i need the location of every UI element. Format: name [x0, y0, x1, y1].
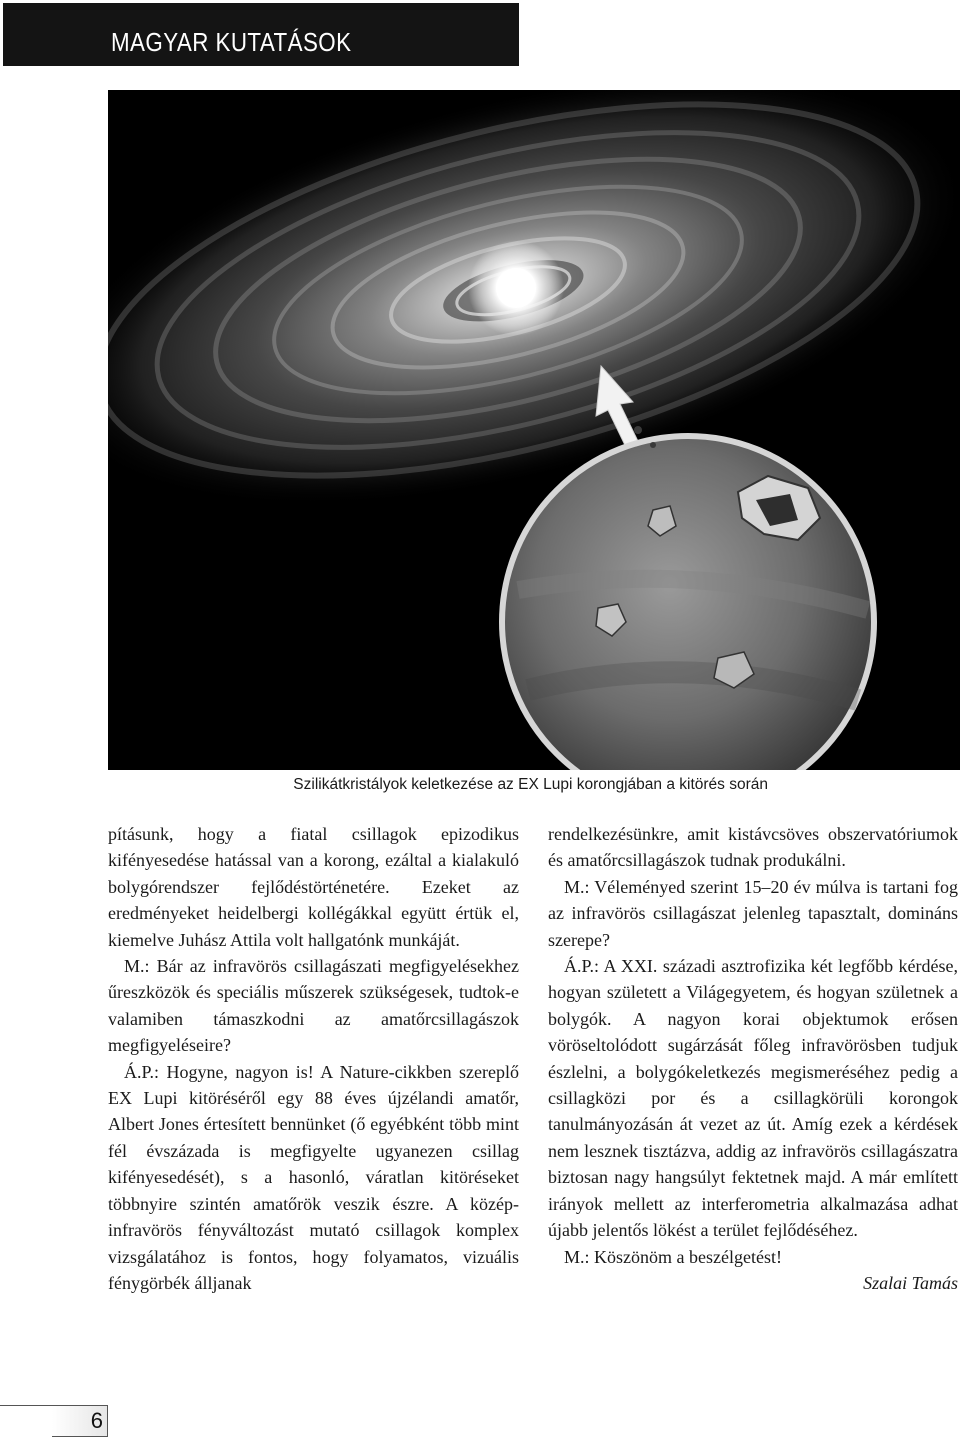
paragraph: M.: Bár az infravörös csillagászati megfigyelésekhez űreszközök és speciális műszerek szükségesek, tudtok-e valamiben támaszkodni az amatőrcsillagászok megfigyeléseire? [108, 956, 519, 1056]
page-number-box [52, 1405, 108, 1437]
section-header [3, 3, 519, 66]
left-text-column [108, 821, 519, 1296]
protoplanetary-disk-image [108, 90, 960, 770]
figure-caption: Szilikátkristályok keletkezése az EX Lupi korongjában a kitörés során [293, 776, 768, 793]
author-signature: Szalai Tamás [863, 1272, 958, 1293]
footer-rule [0, 1405, 52, 1406]
disk-illustration [108, 90, 960, 770]
paragraph: M.: Véleményed szerint 15–20 év múlva is tartani fog az infravörös csillagászat jelenleg tapasztalt, domináns szerepe? [548, 876, 958, 950]
paragraph: Á.P.: Hogyne, nagyon is! A Nature-cikkben szereplő EX Lupi kitöréséről egy 88 éves újzélandi amatőr, Albert Jones értesített bennünket (ő egyébként több mint fél évszázada is megfigyelte ugyanezen csillag kifényesedését), s a hasonló, váratlan kitöréseket többnyire szintén amatőrök veszik észre. A közép-infravörös fényváltozást mutató csillagok komplex vizsgálatához is fontos, hogy folyamatos, vizuális fénygörbék álljanak [108, 1061, 519, 1293]
right-text-column [548, 821, 958, 1296]
paragraph: Á.P.: A XXI. századi asztrofizika két legfőbb kérdése, hogyan született a Világegyetem, és hogyan születnek a bolygók. A nagyon korai objektumok erősen vöröseltolódott sugárzását főleg infravörösben tudjuk észlelni, a bolygókeletkezés megismeréséhez pedig a csillagközi por és a csillagkörüli korongok tanulmányozásán át vezet az út. Amíg ezek a kérdések nem lesznek tisztázva, addig az infravörös csillagászatra biztosan nagy hangsúlyt fektetnek majd. A már említett irányok mellett az interferometria alkalmazása adhat újabb jelentős lökést a terület fejlődéséhez. [548, 956, 958, 1241]
section-title: MAGYAR KUTATÁSOK [111, 27, 352, 57]
page-number: 6 [90, 1408, 103, 1433]
paragraph: M.: Köszönöm a beszélgetést! [564, 1246, 782, 1267]
paragraph: rendelkezésünkre, amit kistávcsöves obszervatóriumok és amatőrcsillagászok tudnak produkálni. [548, 824, 958, 871]
paragraph: pításunk, hogy a fiatal csillagok epizodikus kifényesedése hatással van a korong, ezáltal a kialakuló bolygórendszer fejlődéstörténetére. Ezeket az eredményeket heidelbergi kollégákkal együtt értük el, kiemelve Juhász Attila volt hallgatónk munkáját. [108, 824, 519, 950]
